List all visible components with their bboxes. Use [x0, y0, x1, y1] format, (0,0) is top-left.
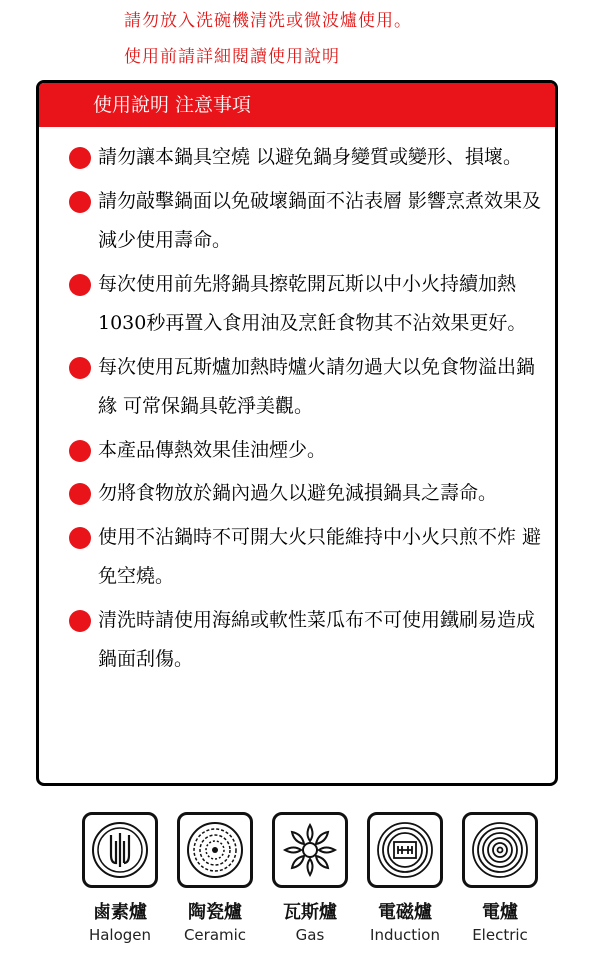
notice-item-text: 請勿敲擊鍋面以免破壞鍋面不沾表層 影響烹煮效果及減少使用壽命。 — [98, 189, 542, 251]
bullet-icon — [69, 357, 91, 379]
warning-read-manual: 使用前請詳細閱讀使用說明 — [124, 47, 340, 67]
notice-item — [69, 518, 549, 596]
notice-item — [69, 431, 549, 470]
notice-item-text: 使用不沾鍋時不可開大火只能維持中小火只煎不炸 避免空燒。 — [98, 526, 542, 588]
bullet-icon — [69, 147, 91, 169]
electric-icon — [462, 812, 538, 888]
notice-box — [36, 80, 558, 786]
stove-label-en: Induction — [370, 926, 440, 944]
ceramic-icon — [177, 812, 253, 888]
gas-icon — [272, 812, 348, 888]
notice-item — [69, 474, 549, 513]
notice-item-text: 勿將食物放於鍋內過久以避免減損鍋具之壽命。 — [98, 482, 498, 505]
notice-item-text: 每次使用前先將鍋具擦乾開瓦斯以中小火持續加熱1030秒再置入食用油及烹飪食物其不沾效果更好。 — [98, 272, 527, 334]
halogen-icon — [82, 812, 158, 888]
stove-label-zh: 鹵素爐 — [93, 902, 147, 923]
stove-label-en: Gas — [295, 926, 325, 944]
bullet-icon — [69, 610, 91, 632]
stove-label-zh: 電爐 — [482, 902, 518, 923]
stove-induction — [365, 812, 445, 944]
stove-ceramic — [175, 812, 255, 944]
notice-item — [69, 138, 549, 177]
notice-item-text: 清洗時請使用海綿或軟性菜瓜布不可使用鐵刷易造成鍋面刮傷。 — [98, 609, 536, 671]
notice-item — [69, 265, 549, 343]
bullet-icon — [69, 191, 91, 213]
notice-item-text: 每次使用瓦斯爐加熱時爐火請勿過大以免食物溢出鍋緣 可常保鍋具乾淨美觀。 — [98, 355, 536, 417]
stove-label-en: Electric — [472, 926, 528, 944]
warning-dishwasher: 請勿放入洗碗機清洗或微波爐使用。 — [124, 11, 412, 31]
notice-item — [69, 348, 549, 426]
notice-item-text: 請勿讓本鍋具空燒 以避免鍋身變質或變形、損壞。 — [98, 146, 523, 168]
stove-gas — [270, 812, 350, 944]
notice-item-text: 本產品傳熱效果佳油煙少。 — [98, 438, 327, 461]
stove-label-en: Halogen — [88, 926, 152, 944]
notice-title: 使用說明 注意事項 — [39, 83, 555, 127]
notice-item — [69, 601, 549, 679]
bullet-icon — [69, 440, 91, 462]
bullet-icon — [69, 274, 91, 296]
bullet-icon — [69, 483, 91, 505]
stove-label-zh: 陶瓷爐 — [188, 902, 242, 923]
stove-label-zh: 瓦斯爐 — [283, 902, 337, 923]
stove-label-zh: 電磁爐 — [378, 902, 432, 923]
stove-compatibility — [80, 812, 540, 972]
notice-list — [69, 138, 549, 684]
stove-halogen — [80, 812, 160, 944]
bullet-icon — [69, 527, 91, 549]
stove-electric — [460, 812, 540, 944]
induction-icon — [367, 812, 443, 888]
notice-item — [69, 182, 549, 260]
stove-label-en: Ceramic — [183, 926, 247, 944]
